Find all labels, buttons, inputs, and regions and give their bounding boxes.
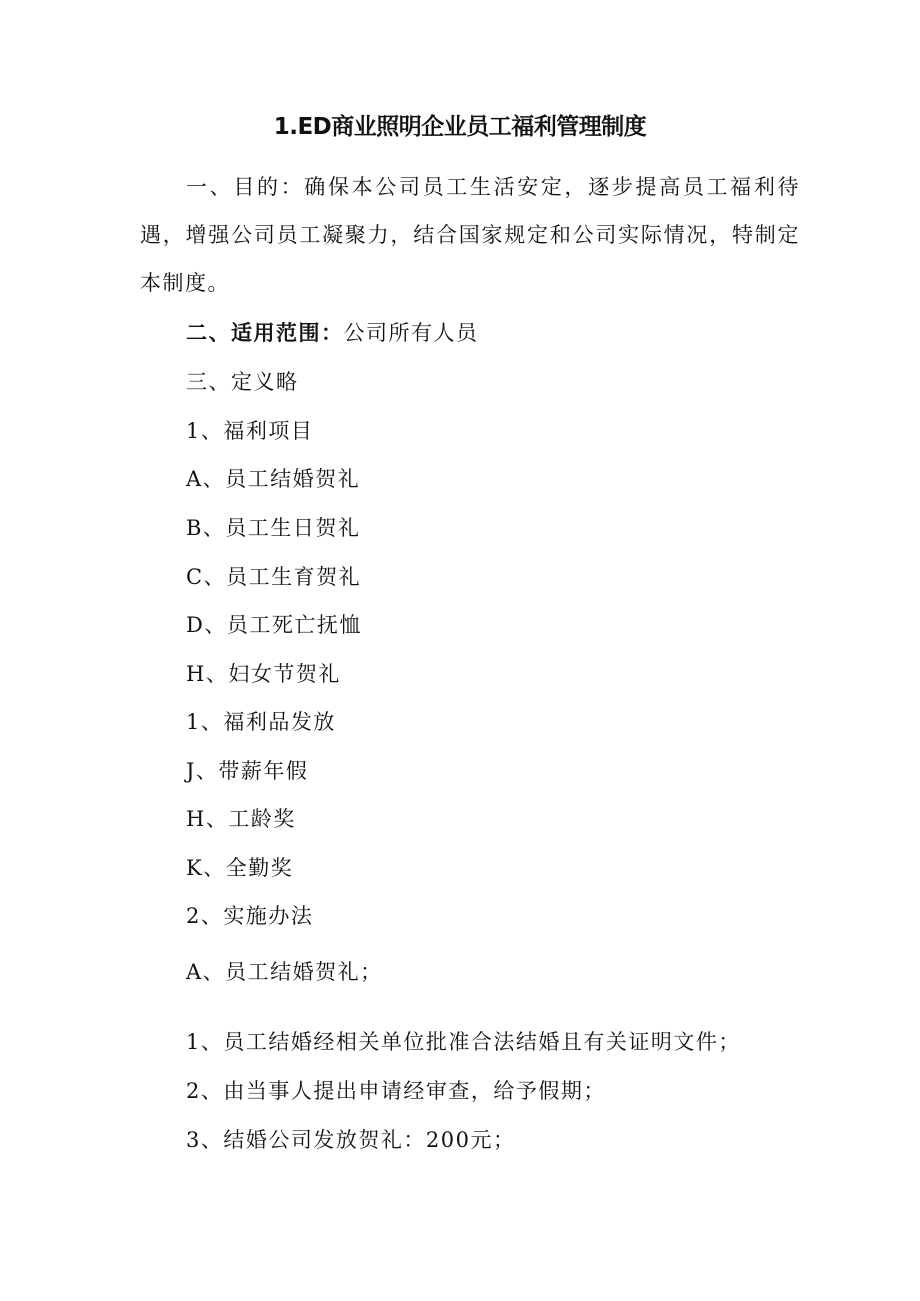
- document-title: 1.ED商业照明企业员工福利管理制度: [273, 114, 647, 140]
- definition-line: 三、定义略: [186, 370, 299, 394]
- marriage-rule: 2、由当事人提出申请经审查，给予假期；: [186, 1079, 606, 1103]
- welfare-items-heading: 1、福利项目: [186, 419, 314, 443]
- welfare-item: C、员工生育贺礼: [186, 565, 362, 589]
- welfare-item: D、员工死亡抚恤: [186, 613, 362, 637]
- implementation-heading: 2、实施办法: [186, 904, 314, 928]
- welfare-item: A、员工结婚贺礼: [186, 467, 361, 491]
- welfare-item: J、带薪年假: [186, 759, 309, 783]
- welfare-item: 1、福利品发放: [186, 710, 336, 734]
- welfare-item: H、工龄奖: [186, 807, 296, 831]
- welfare-item: K、全勤奖: [186, 856, 294, 880]
- marriage-heading: A、员工结婚贺礼；: [186, 960, 383, 984]
- marriage-rule: 3、结婚公司发放贺礼：200元；: [186, 1128, 516, 1152]
- marriage-rule: 1、员工结婚经相关单位批准合法结婚且有关证明文件；: [186, 1030, 741, 1054]
- purpose-paragraph: 一、目的：确保本公司员工生活安定，逐步提高员工福利待遇，增强公司员工凝聚力，结合国家规定和公司实际情况，特制定本制度。: [140, 175, 800, 295]
- welfare-item: H、妇女节贺礼: [186, 662, 341, 686]
- scope-label: 二、适用范围：: [186, 320, 344, 345]
- welfare-item: B、员工生日贺礼: [186, 516, 361, 540]
- scope-value: 公司所有人员: [343, 321, 479, 345]
- scope-line: [186, 318, 479, 348]
